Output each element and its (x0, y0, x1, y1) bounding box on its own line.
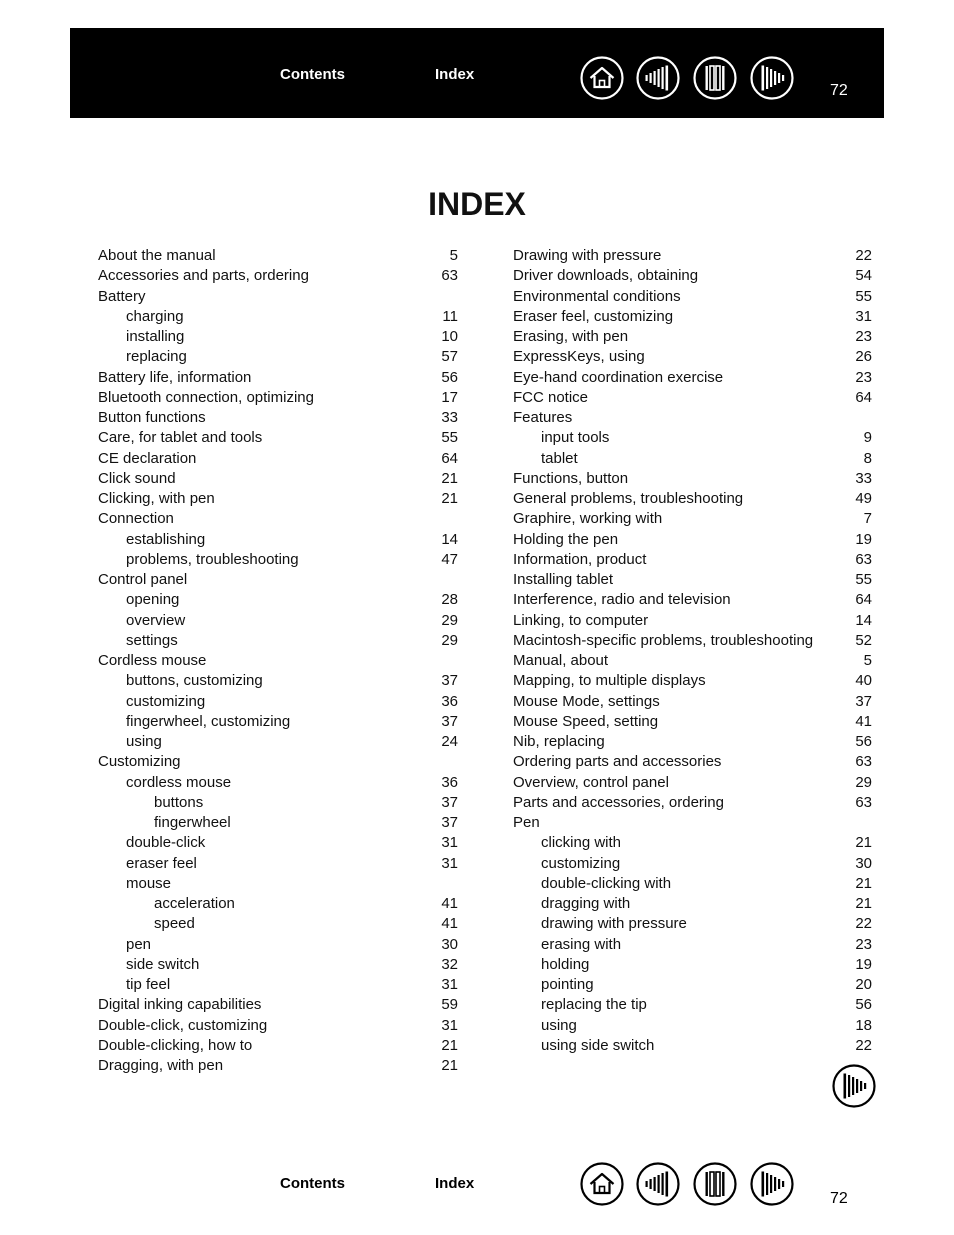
index-entry[interactable] (98, 408, 458, 428)
index-entry-term: Overview, control panel (513, 773, 669, 791)
index-entry[interactable] (513, 489, 872, 509)
index-entry-term: erasing with (541, 935, 622, 953)
index-entry-page-link[interactable]: 33 (441, 409, 458, 426)
index-entry-page-link[interactable]: 10 (441, 328, 458, 345)
index-entry-page-link[interactable]: 55 (855, 571, 872, 588)
index-entry (98, 570, 458, 590)
previous-page-icon[interactable] (693, 56, 737, 100)
index-entry-term: fingerwheel, customizing (126, 712, 291, 730)
index-entry[interactable] (98, 975, 458, 995)
index-entry[interactable] (513, 914, 872, 934)
index-entry-page-link[interactable]: 23 (855, 935, 872, 953)
index-entry-page-link[interactable]: 29 (855, 773, 872, 791)
first-page-icon[interactable] (636, 56, 680, 100)
index-entry-page-link[interactable]: 63 (855, 793, 872, 811)
index-entry[interactable] (513, 833, 872, 853)
index-entry-term: Manual, about (513, 652, 609, 669)
index-entry-page-link[interactable]: 9 (863, 429, 872, 447)
index-entry-term: tip feel (126, 976, 171, 993)
index-entry (98, 752, 458, 772)
index-entry-term: Click sound (98, 469, 176, 487)
index-entry-page-link[interactable]: 20 (855, 976, 872, 993)
index-entry (513, 408, 872, 428)
index-entry-page-link[interactable]: 7 (863, 510, 872, 528)
index-entry (513, 813, 872, 833)
index-entry[interactable] (98, 914, 458, 934)
index-entry[interactable] (513, 631, 872, 651)
index-entry-page-link[interactable]: 32 (441, 955, 458, 973)
index-entry-term: Linking, to computer (513, 611, 649, 629)
index-entry-page-link[interactable]: 55 (855, 287, 872, 305)
index-entry-term: About the manual (98, 247, 216, 264)
index-entry-term: FCC notice (513, 388, 589, 406)
index-entry (98, 651, 458, 671)
index-entry-term: double-click (126, 834, 206, 852)
index-entry[interactable] (513, 469, 872, 489)
index-entry-page-link[interactable]: 21 (441, 1057, 458, 1074)
home-icon[interactable] (580, 1162, 624, 1206)
index-entry[interactable] (98, 368, 458, 388)
index-entry-page-link[interactable]: 17 (441, 388, 458, 406)
index-entry-term: Accessories and parts, ordering (98, 267, 309, 285)
index-entry-term: Battery life, information (98, 368, 252, 386)
index-entry[interactable] (513, 874, 872, 894)
index-entry-term: Parts and accessories, ordering (513, 793, 724, 811)
index-entry-page-link[interactable]: 37 (441, 814, 458, 831)
index-entry-term: establishing (126, 530, 206, 548)
index-entry[interactable] (98, 449, 458, 469)
next-page-icon[interactable] (832, 1064, 876, 1108)
index-column-right (513, 246, 872, 1056)
index-entry[interactable] (513, 530, 872, 550)
index-entry-term: holding (541, 955, 590, 973)
index-entry-term: Eraser feel, customizing (513, 307, 674, 325)
index-entry-page-link[interactable]: 36 (441, 773, 458, 791)
index-entry-term: installing (126, 328, 185, 345)
index-entry-term: Double-click, customizing (98, 1016, 268, 1034)
index-entry-term: clicking with (541, 834, 622, 852)
index-entry-term: acceleration (154, 895, 235, 912)
index-entry-page-link[interactable]: 36 (441, 692, 458, 710)
index-entry-page-link[interactable]: 64 (855, 388, 872, 406)
index-entry-term: eraser feel (126, 854, 197, 872)
index-entry-page-link[interactable]: 31 (441, 1016, 458, 1034)
index-entry[interactable] (98, 469, 458, 489)
index-entry-page-link[interactable]: 21 (441, 1036, 458, 1054)
index-entry-page-link[interactable]: 22 (855, 247, 872, 264)
index-entry-term: Connection (98, 510, 174, 528)
index-entry[interactable] (513, 1016, 872, 1036)
index-entry-page-link[interactable]: 37 (441, 793, 458, 811)
index-entry-page-link[interactable]: 63 (855, 550, 872, 568)
index-entry-page-link[interactable]: 23 (855, 368, 872, 386)
index-entry-page-link[interactable]: 41 (855, 712, 872, 730)
index-entry-page-link[interactable]: 37 (855, 692, 872, 710)
index-entry[interactable] (513, 854, 872, 874)
index-entry-page-link[interactable]: 37 (441, 672, 458, 690)
index-entry-term: Control panel (98, 571, 188, 588)
index-entry-term: Mapping, to multiple displays (513, 672, 706, 690)
page-title: INDEX (428, 186, 526, 222)
index-entry-page-link[interactable]: 57 (441, 348, 458, 366)
index-entry-term: Eye-hand coordination exercise (513, 368, 724, 386)
index-entry-term: Pen (513, 814, 540, 831)
index-entry[interactable] (98, 428, 458, 448)
index-entry[interactable] (513, 246, 872, 266)
index-entry-term: General problems, troubleshooting (513, 490, 744, 507)
index-entry-page-link[interactable]: 56 (855, 733, 872, 750)
index-entry[interactable] (98, 955, 458, 975)
index-entry[interactable] (513, 732, 872, 752)
index-entry-page-link[interactable]: 31 (441, 854, 458, 872)
index-entry-page-link[interactable]: 19 (855, 955, 872, 973)
index-entry[interactable] (98, 590, 458, 610)
index-entry[interactable] (98, 530, 458, 550)
index-entry-term: Cordless mouse (98, 652, 207, 669)
index-entry-term: Mouse Mode, settings (513, 692, 660, 710)
index-entry-page-link[interactable]: 29 (441, 611, 458, 629)
index-entry-term: Erasing, with pen (513, 328, 629, 345)
index-entry-page-link[interactable]: 28 (441, 591, 458, 609)
index-entry-term: tablet (541, 449, 578, 467)
index-entry-page-link[interactable]: 23 (855, 328, 872, 345)
index-entry-term: Macintosh-specific problems, troubleshooting (513, 631, 814, 649)
index-entry-page-link[interactable]: 21 (855, 895, 872, 912)
index-entry (98, 874, 458, 894)
index-entry-term: input tools (541, 429, 610, 447)
index-entry[interactable] (98, 347, 458, 367)
previous-page-icon[interactable] (693, 1162, 737, 1206)
index-entry[interactable] (98, 631, 458, 651)
index-entry-term: pointing (541, 976, 594, 993)
index-entry-term: Environmental conditions (513, 287, 681, 305)
index-entry[interactable] (98, 813, 458, 833)
index-entry-term: ExpressKeys, using (513, 348, 645, 366)
index-entry[interactable] (98, 894, 458, 914)
index-entry[interactable] (513, 995, 872, 1015)
index-entry[interactable] (98, 307, 458, 327)
index-entry-term: Battery (98, 287, 146, 305)
index-entry-term: Information, product (513, 550, 647, 568)
index-entry[interactable] (513, 975, 872, 995)
index-entry[interactable] (98, 1056, 458, 1076)
index-entry-page-link[interactable]: 63 (855, 753, 872, 771)
index-entry[interactable] (98, 833, 458, 853)
contents-link[interactable]: Contents (280, 66, 345, 83)
index-entry[interactable] (513, 935, 872, 955)
index-entry (98, 287, 458, 307)
index-entry-term: Interference, radio and television (513, 591, 731, 609)
header-bar (70, 28, 884, 118)
index-entry[interactable] (513, 692, 872, 712)
index-entry-term: customizing (126, 692, 206, 710)
index-entry-term: Driver downloads, obtaining (513, 267, 699, 285)
index-entry[interactable] (513, 347, 872, 367)
index-entry[interactable] (98, 793, 458, 813)
index-entry-page-link[interactable]: 40 (855, 672, 872, 690)
index-entry-page-link[interactable]: 29 (441, 631, 458, 649)
index-entry-page-link[interactable]: 24 (441, 733, 458, 750)
index-entry-term: double-clicking with (541, 874, 672, 892)
index-entry[interactable] (513, 327, 872, 347)
index-link[interactable]: Index (435, 1175, 475, 1192)
index-entry-page-link[interactable]: 30 (441, 935, 458, 953)
index-entry[interactable] (513, 509, 872, 529)
index-entry[interactable] (98, 388, 458, 408)
index-entry-term: fingerwheel (154, 814, 231, 831)
index-entry[interactable] (513, 955, 872, 975)
contents-link[interactable]: Contents (280, 1175, 345, 1192)
index-entry-term: Dragging, with pen (98, 1057, 224, 1074)
index-entry-term: Features (513, 409, 573, 426)
index-entry[interactable] (98, 773, 458, 793)
index-entry-term: using (541, 1016, 577, 1034)
index-entry-term: mouse (126, 874, 172, 892)
index-entry-page-link[interactable]: 21 (855, 834, 872, 852)
index-entry[interactable] (513, 388, 872, 408)
index-entry-term: buttons (154, 793, 204, 811)
index-entry-page-link[interactable]: 56 (441, 368, 458, 386)
index-entry-term: using side switch (541, 1036, 655, 1054)
index-entry-page-link[interactable]: 37 (441, 712, 458, 730)
index-entry[interactable] (98, 327, 458, 347)
index-entry[interactable] (513, 266, 872, 286)
index-entry-page-link[interactable]: 31 (441, 976, 458, 993)
index-entry[interactable] (513, 894, 872, 914)
index-entry[interactable] (98, 611, 458, 631)
index-entry[interactable] (513, 449, 872, 469)
index-entry-term: Ordering parts and accessories (513, 753, 722, 771)
index-entry[interactable] (98, 995, 458, 1015)
index-entry[interactable] (513, 773, 872, 793)
index-entry-page-link[interactable]: 49 (855, 490, 872, 507)
index-entry[interactable] (98, 671, 458, 691)
index-entry-page-link[interactable]: 52 (855, 631, 872, 649)
index-entry-page-link[interactable]: 14 (855, 611, 872, 629)
index-entry-page-link[interactable]: 31 (855, 307, 872, 325)
index-entry[interactable] (513, 570, 872, 590)
index-entry-page-link[interactable]: 21 (855, 874, 872, 892)
index-entry-term: speed (154, 915, 195, 933)
index-entry-term: Nib, replacing (513, 733, 605, 750)
index-entry-term: Clicking, with pen (98, 490, 215, 507)
index-entry-term: dragging with (541, 895, 631, 912)
index-entry[interactable] (513, 368, 872, 388)
page-number: 72 (830, 1190, 848, 1207)
index-entry-page-link[interactable]: 19 (855, 530, 872, 548)
index-entry[interactable] (98, 692, 458, 712)
index-entry-term: Button functions (98, 409, 206, 426)
index-entry-page-link[interactable]: 30 (855, 854, 872, 872)
index-entry-page-link[interactable]: 64 (441, 449, 458, 467)
first-page-icon[interactable] (636, 1162, 680, 1206)
index-entry-term: drawing with pressure (541, 915, 687, 933)
index-column-left (98, 246, 458, 1076)
index-entry-page-link[interactable]: 11 (442, 307, 458, 325)
index-entry[interactable] (98, 732, 458, 752)
index-entry-term: pen (126, 935, 152, 953)
index-entry (98, 509, 458, 529)
index-entry-page-link[interactable]: 55 (441, 429, 458, 447)
index-entry[interactable] (513, 1036, 872, 1056)
home-icon[interactable] (580, 56, 624, 100)
index-entry-page-link[interactable]: 5 (863, 652, 872, 669)
index-entry-term: replacing the tip (541, 996, 647, 1014)
index-entry[interactable] (513, 651, 872, 671)
index-entry[interactable] (98, 935, 458, 955)
index-entry-page-link[interactable]: 41 (441, 915, 458, 933)
footer-bar (70, 1150, 884, 1220)
index-entry-page-link[interactable]: 54 (855, 267, 872, 285)
index-entry-page-link[interactable]: 31 (441, 834, 458, 852)
index-entry[interactable] (513, 671, 872, 691)
index-entry-term: overview (126, 611, 186, 629)
index-entry[interactable] (513, 550, 872, 570)
index-entry[interactable] (513, 611, 872, 631)
index-entry[interactable] (98, 712, 458, 732)
index-entry-page-link[interactable]: 64 (855, 591, 872, 609)
index-entry[interactable] (98, 489, 458, 509)
next-page-icon[interactable] (750, 56, 794, 100)
index-entry-page-link[interactable]: 26 (855, 348, 872, 366)
index-entry-term: using (126, 733, 162, 750)
index-entry[interactable] (513, 307, 872, 327)
index-entry-page-link[interactable]: 21 (441, 469, 458, 487)
index-entry[interactable] (513, 590, 872, 610)
index-entry[interactable] (513, 287, 872, 307)
index-entry-page-link[interactable]: 22 (855, 915, 872, 933)
index-entry-term: Digital inking capabilities (98, 996, 262, 1014)
index-entry-term: problems, troubleshooting (126, 550, 299, 568)
index-entry-term: Drawing with pressure (513, 247, 662, 264)
index-entry-page-link[interactable]: 33 (855, 469, 872, 487)
index-entry-term: Installing tablet (513, 571, 614, 588)
index-entry-term: opening (126, 591, 180, 609)
index-entry-page-link[interactable]: 18 (855, 1016, 872, 1034)
index-entry-page-link[interactable]: 21 (441, 490, 458, 507)
index-entry-term: cordless mouse (126, 773, 232, 791)
index-entry-page-link[interactable]: 8 (863, 449, 872, 467)
index-entry-page-link[interactable]: 59 (441, 996, 458, 1014)
index-entry[interactable] (98, 246, 458, 266)
next-page-icon[interactable] (750, 1162, 794, 1206)
index-entry-term: Holding the pen (513, 530, 619, 548)
index-entry[interactable] (98, 266, 458, 286)
index-entry[interactable] (98, 1016, 458, 1036)
index-entry-term: Graphire, working with (513, 510, 663, 528)
index-entry-page-link[interactable]: 22 (855, 1036, 872, 1054)
index-entry-page-link[interactable]: 41 (441, 895, 458, 912)
index-entry[interactable] (98, 1036, 458, 1056)
index-entry-term: Customizing (98, 753, 181, 771)
index-entry-term: settings (126, 631, 178, 649)
index-entry-term: CE declaration (98, 449, 197, 467)
index-entry[interactable] (513, 712, 872, 732)
index-entry-term: Bluetooth connection, optimizing (98, 388, 314, 406)
index-entry-page-link[interactable]: 5 (449, 247, 458, 264)
index-entry-term: charging (126, 307, 184, 325)
index-entry-term: Double-clicking, how to (98, 1036, 253, 1054)
index-link[interactable]: Index (435, 66, 475, 83)
index-entry[interactable] (98, 854, 458, 874)
index-entry[interactable] (513, 428, 872, 448)
index-entry-page-link[interactable]: 14 (441, 530, 458, 548)
index-entry-term: Care, for tablet and tools (98, 429, 263, 447)
page-number: 72 (830, 82, 848, 99)
index-entry-page-link[interactable]: 47 (441, 550, 458, 568)
index-entry[interactable] (513, 793, 872, 813)
index-entry[interactable] (513, 752, 872, 772)
index-entry-term: Mouse Speed, setting (513, 712, 659, 730)
index-entry-term: buttons, customizing (126, 672, 263, 690)
index-entry-page-link[interactable]: 63 (441, 267, 458, 285)
index-entry-term: replacing (126, 348, 187, 366)
index-entry-term: Functions, button (513, 469, 629, 487)
index-entry-page-link[interactable]: 56 (855, 996, 872, 1014)
index-entry-term: side switch (126, 955, 200, 973)
index-entry[interactable] (98, 550, 458, 570)
index-entry-term: customizing (541, 854, 621, 872)
